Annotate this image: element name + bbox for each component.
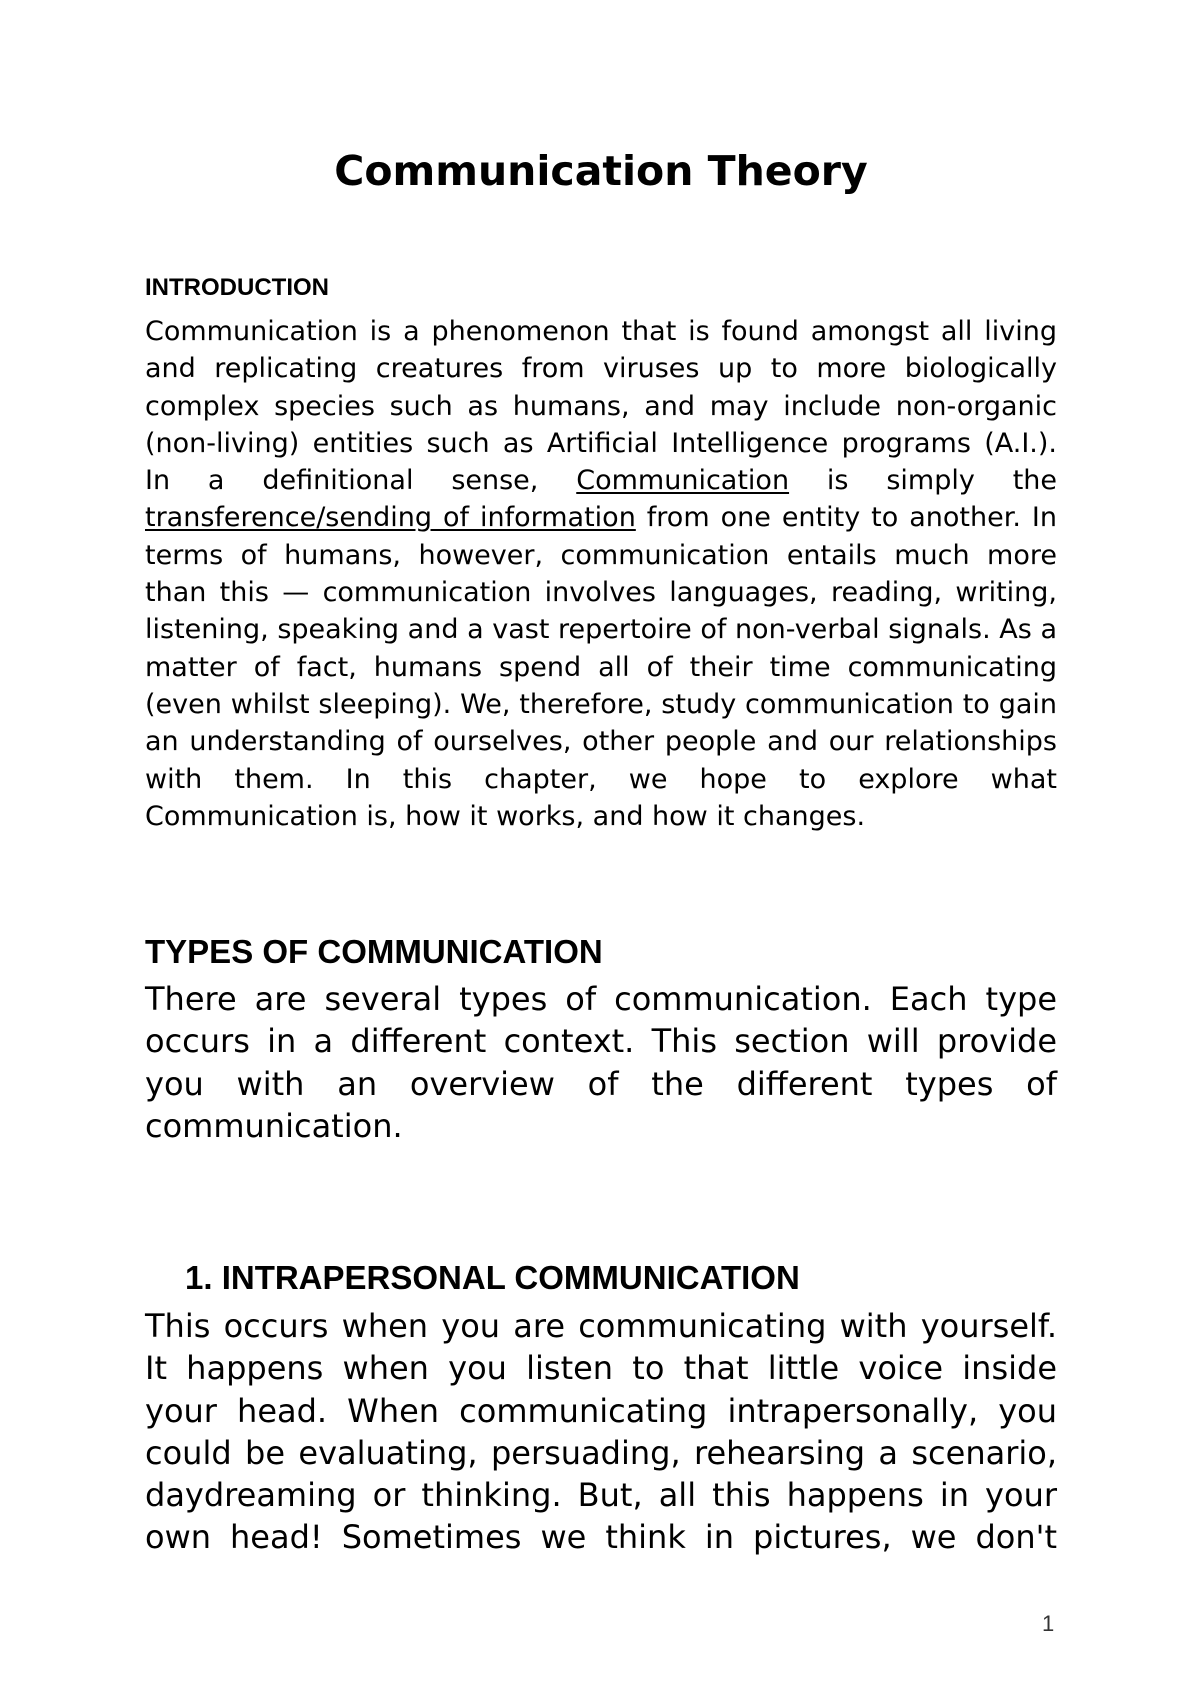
page-number: 1 (1042, 1611, 1055, 1636)
intrapersonal-paragraph: This occurs when you are communicating with yourself. It happens when you listen to that little voice inside your head. When communicating intrapersonally, you could be evaluating, persuading, rehearsing a scenario, daydreaming or thinking. But, all this happens in your own head! Sometimes we think in pictures, we don't (145, 1307, 1057, 1557)
transference-underlined-term: transference/sending of information (145, 502, 636, 534)
introduction-heading: INTRODUCTION (145, 274, 329, 301)
types-paragraph: There are several types of communication. Each type occurs in a different context. This section will provide you with an overview of the different types of communication. (145, 980, 1057, 1145)
introduction-text-part-1: Communication is a phenomenon that is found amongst all living and replicating creatures from viruses up to more biologically complex species such as humans, and may include non-organic (non-living) entities such as Artificial Intelligence programs (A.I.). In a definitional sense, (145, 316, 1057, 497)
introduction-text-part-3: from one entity to another. In terms of humans, however, communication entails much more than this — communication involves languages, reading, writing, listening, speaking and a vast repertoire of non-verbal signals. As a matter of fact, humans spend all of their time communicating (even whilst sleeping). We, therefore, study communication to gain an understanding of ourselves, other people and our relationships with them. In this chapter, we hope to explore what Communication is, how it works, and how it changes. (145, 502, 1057, 832)
communication-underlined-term: Communication (576, 465, 790, 497)
introduction-paragraph (145, 313, 1057, 835)
types-heading: TYPES OF COMMUNICATION (145, 933, 603, 970)
document-title: Communication Theory (334, 147, 868, 195)
intrapersonal-heading: 1. INTRAPERSONAL COMMUNICATION (185, 1259, 800, 1296)
introduction-text-part-2: is simply the (789, 465, 1058, 497)
